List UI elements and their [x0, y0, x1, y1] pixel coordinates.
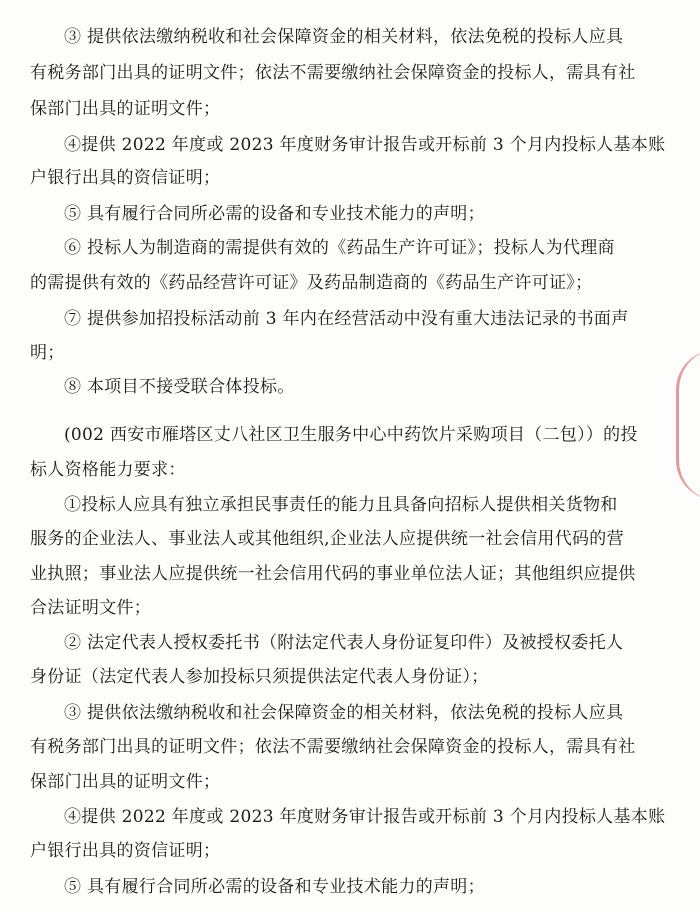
text-line: ⑦ 提供参加招投标活动前 3 年内在经营活动中没有重大违法记录的书面声 — [64, 309, 629, 329]
text-line: 保部门出具的证明文件； — [30, 99, 221, 119]
text-line: 有税务部门出具的证明文件；依法不需要缴纳社会保障资金的投标人，需具有社 — [30, 737, 636, 757]
text-line: 有税务部门出具的证明文件；依法不需要缴纳社会保障资金的投标人，需具有社 — [30, 63, 636, 83]
text-line: 明； — [30, 343, 65, 363]
text-line: 标人资格能力要求： — [30, 460, 186, 480]
text-line: ③ 提供依法缴纳税收和社会保障资金的相关材料，依法免税的投标人应具 — [64, 703, 624, 723]
text-line: ⑥ 投标人为制造商的需提供有效的《药品生产许可证》；投标人为代理商 — [64, 238, 615, 258]
text-line: 保部门出具的证明文件； — [30, 772, 221, 792]
text-line: 户银行出具的资信证明； — [30, 168, 221, 188]
text-line: 服务的企业法人、事业法人或其他组织,企业法人应提供统一社会信用代码的营 — [30, 529, 624, 549]
text-line: 合法证明文件； — [30, 598, 152, 618]
text-line: ①投标人应具有独立承担民事责任的能力且具备向招标人提供相关货物和 — [64, 495, 618, 515]
text-line: ③ 提供依法缴纳税收和社会保障资金的相关材料，依法免税的投标人应具 — [64, 27, 624, 47]
text-line: 身份证（法定代表人参加投标只须提供法定代表人身份证）； — [30, 667, 489, 687]
text-line: ② 法定代表人授权委托书（附法定代表人身份证复印件）及被授权委托人 — [64, 633, 624, 653]
text-line: ⑧ 本项目不接受联合体投标。 — [64, 377, 295, 397]
text-line: (002 西安市雁塔区丈八社区卫生服务中心中药饮片采购项目（二包））的投 — [64, 425, 638, 445]
text-line: ④提供 2022 年度或 2023 年度财务审计报告或开标前 3 个月内投标人基本账 — [64, 807, 666, 827]
text-line: ⑤ 具有履行合同所必需的设备和专业技术能力的声明； — [64, 204, 485, 224]
text-line: 的需提供有效的《药品经营许可证》及药品制造商的《药品生产许可证》； — [30, 273, 593, 293]
red-seal-stamp — [676, 350, 700, 500]
text-line: ⑤ 具有履行合同所必需的设备和专业技术能力的声明； — [64, 877, 485, 897]
text-line: ④提供 2022 年度或 2023 年度财务审计报告或开标前 3 个月内投标人基本账 — [64, 135, 666, 155]
text-line: 业执照；事业法人应提供统一社会信用代码的事业单位法人证；其他组织应提供 — [30, 564, 636, 584]
text-line: 户银行出具的资信证明； — [30, 841, 221, 861]
